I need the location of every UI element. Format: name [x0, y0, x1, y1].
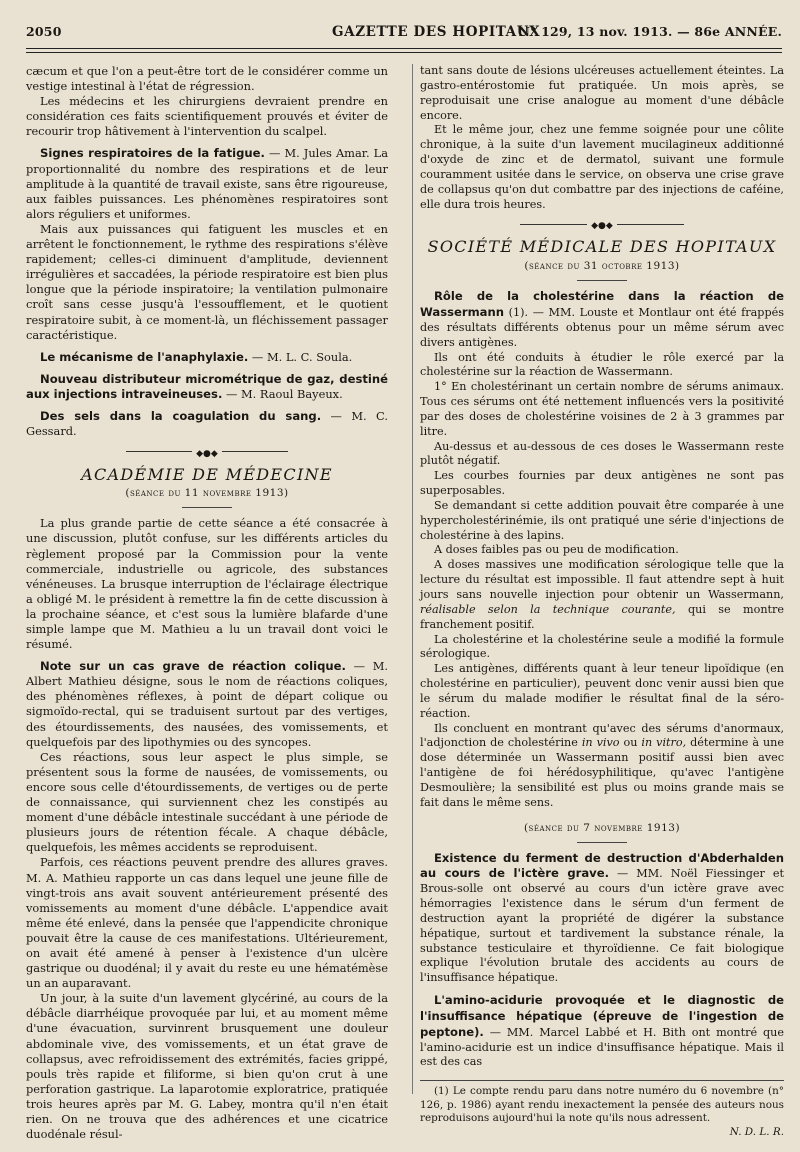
article-text: La proportionnalité du nombre des respirations et de leur amplitude à la quantité de travail existe, sans être rigoureuse, aux faibles puissances. Les phénomènes respiratoires sont alors réguliers et uniformes.	[26, 146, 389, 221]
article-author: M. Jules Amar.	[284, 146, 370, 161]
article-abderhalden	[420, 851, 784, 987]
article-heading: Nouveau distributeur micrométrique de gaz, destiné aux injections intraveineuses.	[26, 371, 388, 401]
header-rule-top	[26, 48, 782, 49]
issue-info: N° 129, 13 nov. 1913. — 86e ANNÉE.	[518, 24, 782, 39]
article-author: M. Raoul Bayeux.	[241, 386, 343, 401]
paragraph: 1° En cholestérinant un certain nombre de sérums animaux. Tous ces sérums ont été nettement influencés vers la positivité par des doses de cholestérine voisines de 2 à 3 grammes par litre.	[420, 380, 784, 438]
paragraph: Parfois, ces réactions peuvent prendre des allures graves. M. A. Mathieu rapporte un cas dans lequel une jeune fille de vingt-trois ans avait souvent antérieurement présenté des vomissements au moment d'une débâcle. L'appendice avait même été enlevé, dans la pensée que l'appendicite chronique pouvait être la cause de ces manifestations. Ultérieurement, on avait été amené à penser à l'existence d'un ulcère gastrique ou duodénal; il y avait du reste eu une hématémèse un an auparavant.	[26, 855, 388, 991]
seance-date: (séance du 11 novembre 1913)	[125, 487, 289, 500]
paragraph: Mais aux puissances qui fatiguent les muscles et en arrêtent le fonctionnement, le rythme des respirations s'élève rapidement; celles-ci diminuent d'amplitude, deviennent irrégulières et saccadées, la période respiratoire est bien plus longue que la période inspiratoire; la ventilation pulmonaire croît sans cesse jusqu'à l'essoufflement, et le quotient respiratoire subit, à ce moment-là, un fléchissement passager caractéristique.	[26, 221, 388, 342]
ornament-icon: ◆●◆	[587, 221, 617, 231]
article-author: M. L. C. Soula.	[266, 349, 353, 364]
paragraph: Un jour, à la suite d'un lavement glycériné, au cours de la débâcle diarrhéique provoquée par lui, et au moment même d'une évacuation, survinrent brusquement une douleur abdominale vive, des vomissements, et un état grave de collapsus, avec refroidissement des extrémités, facies grippé, pouls très rapide et filiforme, si bien qu'on crut à une perforation gastrique. La laparotomie exploratrice, pratiquée trois heures après par M. G. Labey, montra qu'il n'en était rien. On ne trouva que des adhérences et une cicatrice duodénale résul-	[26, 991, 388, 1142]
italic-run: réalisable selon la technique courante,	[420, 602, 676, 616]
ornament-icon: ◆●◆	[192, 449, 222, 459]
paragraph: Se demandant si cette addition pouvait être comparée à une hypercholestérinémie, ils ont pratiqué une série d'injections de cholestérine à des lapins.	[420, 498, 784, 542]
paragraph: Les médecins et les chirurgiens devraient prendre en considération ces faits scientifiquement prouvés et éviter de recourir trop hâtivement à l'intervention du scalpel.	[26, 94, 388, 139]
short-rule	[577, 280, 627, 281]
text-run: Ils concluent en montrant qu'avec des sérums d'anormaux, l'adjonction de cholestérine	[420, 721, 784, 750]
paragraph: tant sans doute de lésions ulcéreuses actuellement éteintes. La gastro-entérostomie fut pratiquée. Un mois après, se reproduisait une crise analogue au moment d'une débâcle encore.	[420, 64, 784, 122]
paragraph: Au-dessus et au-dessous de ces doses le Wassermann reste plutôt négatif.	[420, 439, 784, 468]
column-separator	[412, 64, 413, 1094]
paragraph: cæcum et que l'on a peut-être tort de le considérer comme un vestige intestinal à l'état de régression.	[26, 64, 388, 94]
article-heading: Existence du ferment de destruction d'Abderhalden au cours de l'ictère grave.	[420, 850, 784, 881]
paragraph: Les antigènes, différents quant à leur teneur lipoïdique (en cholestérine en particulier), peuvent donc venir aussi bien que le sérum du malade modifier le résultat final de la séro-réaction.	[420, 662, 784, 720]
text-run: A doses massives une modification sérologique telle que la lecture du résultat est impossible. Il faut attendre sept à huit jours sans nouvelle injection pour obtenir un Wassermann,	[420, 558, 784, 601]
article-distributeur: Nouveau distributeur micrométrique de gaz, destiné aux injections intraveineuses. — M. Raoul Bayeux.	[26, 371, 388, 401]
short-rule	[182, 507, 232, 508]
article-author: M. C. Gessard.	[26, 408, 388, 439]
seance-date: (séance du 7 novembre 1913)	[523, 821, 681, 834]
paragraph: Les courbes fournies par deux antigènes ne sont pas superposables.	[420, 469, 784, 498]
article-cholesterine	[420, 289, 784, 350]
header-rule-bottom	[26, 52, 782, 53]
section-title-societe: SOCIÉTÉ MÉDICALE DES HOPITAUX	[427, 237, 777, 257]
section-title-academie: ACADÉMIE DE MÉDECINE	[81, 465, 333, 485]
paragraph: La plus grande partie de cette séance a été consacrée à une discussion, plutôt confuse, sur les différents articles du règlement proposé par la Commission pour la vente commerciale, industrielle ou agricole, des substances vénéneuses. La brusque interruption de l'éclairage électrique a obligé M. le président à remettre la fin de cette discussion à la prochaine séance, et c'est sous la lumière blafarde d'une simple lampe que M. Mathieu a lu un travail dont voici le résumé.	[26, 516, 388, 652]
article-text: désigne, sous le nom de réactions coliques, des phénomènes réflexes, à point de départ colique ou sigmoïdo-rectal, qui se traduisent surtout par des vertiges, des étourdissements, des nausées, des vomissements, et quelquefois par des lipothymies ou des syncopes.	[26, 674, 388, 749]
article-reaction-colique: Note sur un cas grave de réaction colique. — M. Albert Mathieu désigne, sous le nom de réactions coliques, des phénomènes réflexes, à point de départ colique ou sigmoïdo-rectal, qui se traduisent surtout par des vertiges, des étourdissements, des nausées, des vomissements, et quelquefois par des lipothymies ou des syncopes.	[26, 659, 388, 749]
ornament-divider	[26, 445, 388, 460]
ornament-divider	[420, 218, 784, 230]
right-column	[420, 64, 784, 1139]
paragraph: A doses faibles pas ou peu de modification.	[434, 543, 679, 557]
text-run: détermine à une dose déterminée un Wassermann positif aussi bien avec l'antigène de foi hérédosyphilitique, qu'avec l'antigène Desmoulière; la sensibilité est plus ou moins grande mais se fait dans le même sens.	[420, 736, 785, 809]
article-sels-coagulation: Des sels dans la coagulation du sang. — M. C. Gessard.	[26, 408, 388, 439]
article-text: (1). — MM. Louste et Montlaur ont été frappés des résultats différents obtenus pour un même sérum avec divers antigènes.	[420, 305, 784, 349]
article-text: — MM. Noël Fiessinger et Brous-solle ont observé au cours d'un ictère grave avec hémorragies l'existence dans le sérum d'un ferment de destruction ayant la propriété de digérer la substance hépatique, surtout et tardivement la substance rénale, la substance testiculaire et thyroïdienne. Ce fait biologique explique l'évolution brutale des accidents au cours de l'insuffisance hépatique.	[420, 867, 784, 985]
article-heading: Le mécanisme de l'anaphylaxie.	[40, 349, 249, 364]
article-amino-acidurie	[420, 993, 784, 1070]
paragraph: Et le même jour, chez une femme soignée pour une côlite chronique, à la suite d'un lavement mucilagineux additionné d'oxyde de zinc et de dermatol, suivant une formule couramment usitée dans le service, on observa une crise grave de collapsus qu'on dut combattre par des injections de caféine, elle dura trois heures.	[420, 123, 784, 211]
paragraph: Ces réactions, sous leur aspect le plus simple, se présentent sous la forme de nausées, de vomissements, ou encore sous celle d'étourdissements, de vertiges ou de perte de connaissance, qui surviennent chez les constipés au moment d'une débâcle intestinale succédant à une période de plusieurs jours de rétention fécale. A chaque débâcle, quelquefois, les mêmes accidents se reproduisent.	[26, 749, 388, 855]
paragraph	[420, 558, 784, 632]
paragraph: La cholestérine et la cholestérine seule a modifié la formule sérologique.	[420, 632, 784, 661]
article-heading: Rôle de la cholestérine dans la réaction de Wassermann	[420, 289, 784, 319]
article-heading: Des sels dans la coagulation du sang.	[40, 408, 322, 423]
page-header	[26, 24, 782, 44]
article-signes-respiratoires: Signes respiratoires de la fatigue. — M. Jules Amar. La proportionnalité du nombre des respirations et de leur amplitude à la quantité de travail existe, sans être rigoureuse, aux faibles puissances. Les phénomènes respiratoires sont alors réguliers et uniformes.	[26, 146, 389, 221]
article-anaphylaxie: Le mécanisme de l'anaphylaxie. — M. L. C. Soula.	[40, 349, 353, 364]
article-text: — MM. Marcel Labbé et H. Bith ont montré que l'amino-acidurie est un indice d'insuffisance hépatique. Mais il est des cas	[420, 1025, 784, 1069]
footnote: (1) Le compte rendu paru dans notre numéro du 6 novembre (n° 126, p. 1986) ayant rendu inexactement la pensée des auteurs nous reproduisons aujourd'hui la note qu'ils nous adressent.	[420, 1085, 784, 1125]
italic-run: in vitro,	[641, 736, 687, 750]
footnote-rule	[420, 1080, 784, 1081]
text-run: qui se montre franchement positif.	[420, 602, 784, 631]
paragraph: Ils ont été conduits à étudier le rôle exercé par la cholestérine sur la réaction de Wassermann.	[420, 350, 784, 379]
short-rule	[577, 842, 627, 843]
paragraph	[420, 722, 784, 811]
seance-date: (séance du 31 octobre 1913)	[524, 260, 680, 273]
signature: N. D. L. R.	[729, 1125, 784, 1138]
left-column	[26, 64, 388, 1142]
article-heading: L'amino-acidurie provoquée et le diagnostic de l'insuffisance hépatique (épreuve de l'ingestion de peptone).	[420, 993, 784, 1039]
text-run: ou	[619, 736, 642, 750]
article-heading: Signes respiratoires de la fatigue.	[40, 146, 265, 161]
journal-title: GAZETTE DES HOPITAUX	[332, 24, 541, 40]
article-heading: Note sur un cas grave de réaction colique.	[40, 659, 346, 674]
page-number: 2050	[26, 24, 62, 39]
article-author: M. Albert Mathieu	[26, 659, 388, 689]
italic-run: in vivo	[581, 736, 620, 750]
